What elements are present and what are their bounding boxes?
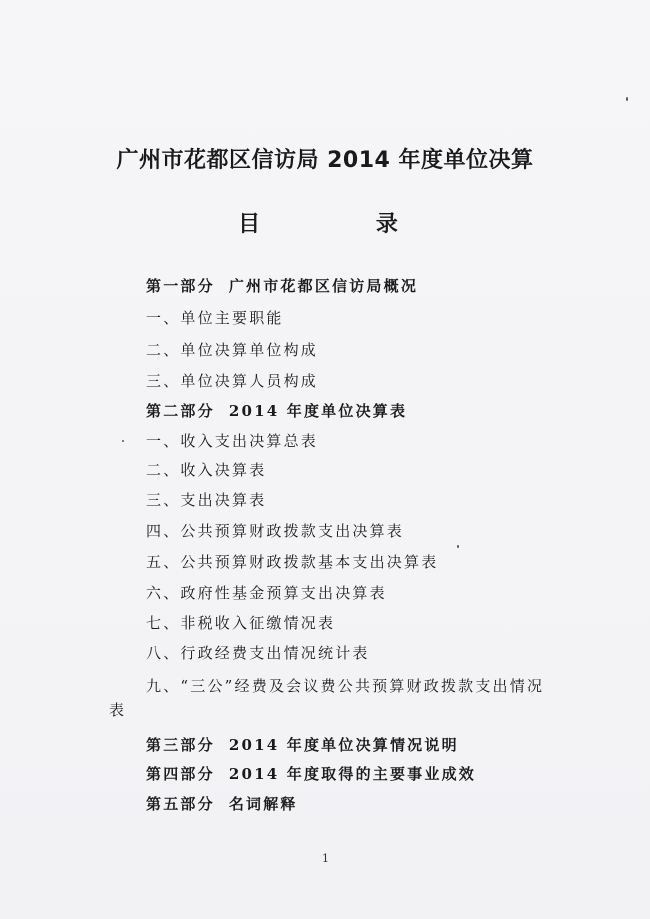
toc-item: 一、单位主要职能 [146,309,284,327]
toc-part-1 [146,275,418,296]
toc-item: 三、支出决算表 [146,491,267,509]
toc-item: 二、单位决算单位构成 [146,341,319,359]
toc-item: 一、收入支出决算总表 [146,432,319,450]
toc-part-4 [146,763,476,784]
toc-part-label: 第三部分 [146,736,215,754]
toc-heading: 目 录 [238,212,432,237]
toc-item-continued: 表 [109,701,127,719]
document-title: 广州市花都区信访局 2014 年度单位决算 [116,148,534,173]
toc-item: 六、政府性基金预算支出决算表 [146,584,387,602]
toc-part-label: 第二部分 [146,402,215,420]
toc-item: 四、公共预算财政拨款支出决算表 [146,522,405,540]
scan-speck [457,545,459,548]
toc-item: 三、单位决算人员构成 [146,372,319,390]
toc-item: 二、收入决算表 [146,461,267,479]
toc-part-3 [146,734,459,755]
toc-part-5 [146,793,298,814]
page-number: 1 [322,852,329,865]
toc-part-label: 第五部分 [146,795,215,813]
toc-item: 五、公共预算财政拨款基本支出决算表 [146,553,439,571]
toc-item: 九、“三公”经费及会议费公共预算财政拨款支出情况 [146,677,545,695]
toc-part-title: 2014 年度取得的主要事业成效 [228,765,476,783]
scan-speck [122,440,124,442]
toc-part-title: 名词解释 [228,795,298,813]
toc-part-label: 第四部分 [146,765,215,783]
toc-item: 八、行政经费支出情况统计表 [146,644,370,662]
toc-part-title: 2014 年度单位决算表 [228,402,408,420]
toc-part-2 [146,400,407,421]
scan-speck [626,97,628,101]
toc-part-label: 第一部分 [146,277,215,295]
toc-part-title: 广州市花都区信访局概况 [228,277,419,295]
toc-item: 七、非税收入征缴情况表 [146,614,336,632]
toc-part-title: 2014 年度单位决算情况说明 [228,736,459,754]
